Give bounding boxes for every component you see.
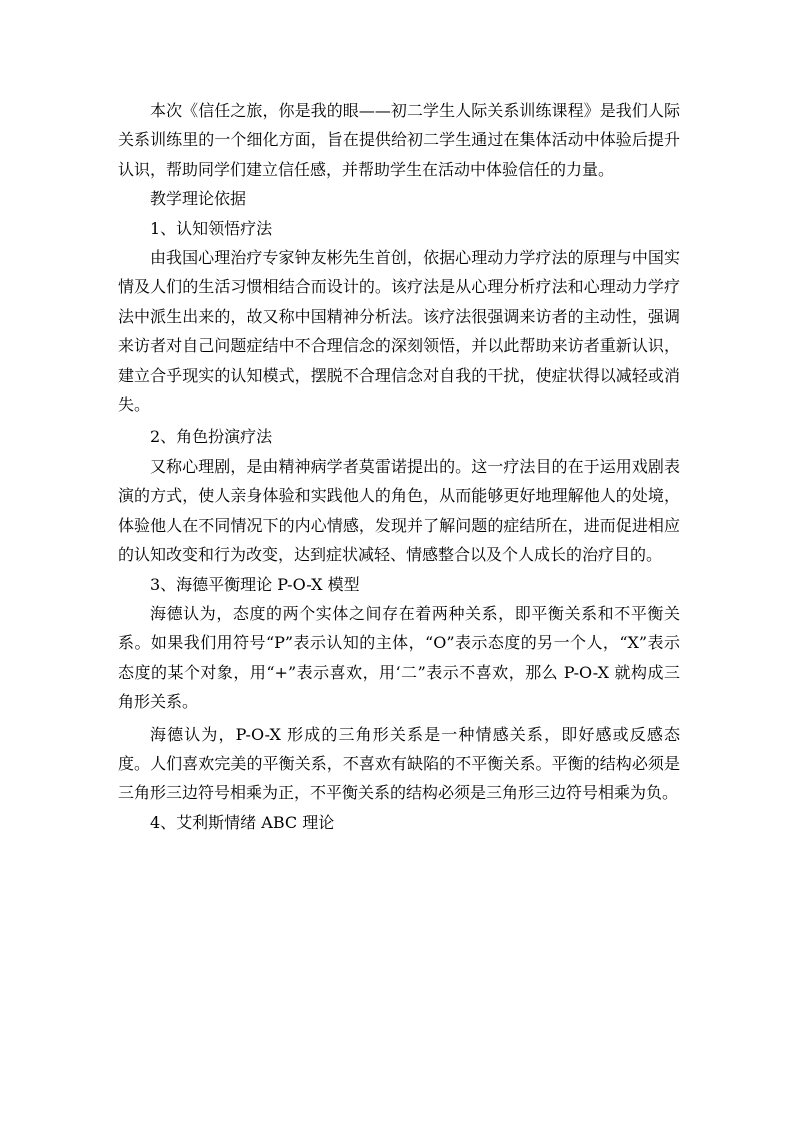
section-3-paragraph-2: 海德认为，P-O-X 形成的三角形关系是一种情感关系，即好感或反感态度。人们喜欢完美的平衡关系，不喜欢有缺陷的不平衡关系。平衡的结构必须是三角形三边符号相乘为正，不平衡关系的结构必须是三角形三边符号相乘为负。 <box>118 724 680 803</box>
section-heading-2: 2、角色扮演疗法 <box>150 427 273 447</box>
section-3-paragraph-1: 海德认为，态度的两个实体之间存在着两种关系，即平衡关系和不平衡关系。如果我们用符号“P”表示认知的主体，“O”表示态度的另一个人，“X”表示态度的某个对象，用“+”表示喜欢，用‘二”表示不喜欢，那么 P-O-X 就构成三角形关系。 <box>118 603 680 712</box>
section-title: 教学理论依据 <box>150 189 247 209</box>
section-heading-4: 4、艾利斯情绪 ABC 理论 <box>150 812 335 832</box>
document-page <box>118 96 680 837</box>
intro-paragraph: 本次《信任之旅，你是我的眼——初二学生人际关系训练课程》是我们人际关系训练里的一个细化方面，旨在提供给初二学生通过在集体活动中体验后提升认识，帮助同学们建立信任感，并帮助学生在活动中体验信任的力量。 <box>118 101 680 179</box>
section-heading-1: 1、认知领悟疗法 <box>150 218 273 238</box>
section-1-paragraph-1: 由我国心理治疗专家钟友彬先生首创，依据心理动力学疗法的原理与中国实情及人们的生活习惯相结合而设计的。该疗法是从心理分析疗法和心理动力学疗法中派生出来的，故又称中国精神分析法。该疗法很强调来访者的主动性，强调来访者对自己问题症结中不合理信念的深刻领悟，并以此帮助来访者重新认识，建立合乎现实的认知模式，摆脱不合理信念对自我的干扰，使症状得以减轻或消失。 <box>118 248 680 415</box>
section-2-paragraph-1: 又称心理剧，是由精神病学者莫雷诺提出的。这一疗法目的在于运用戏剧表演的方式，使人亲身体验和实践他人的角色，从而能够更好地理解他人的处境，体验他人在不同情况下的内心情感，发现并了解问题的症结所在，进而促进相应的认知改变和行为改变，达到症状减轻、情感整合以及个人成长的治疗目的。 <box>118 456 680 565</box>
section-heading-3: 3、海德平衡理论 P-O-X 模型 <box>150 574 360 594</box>
